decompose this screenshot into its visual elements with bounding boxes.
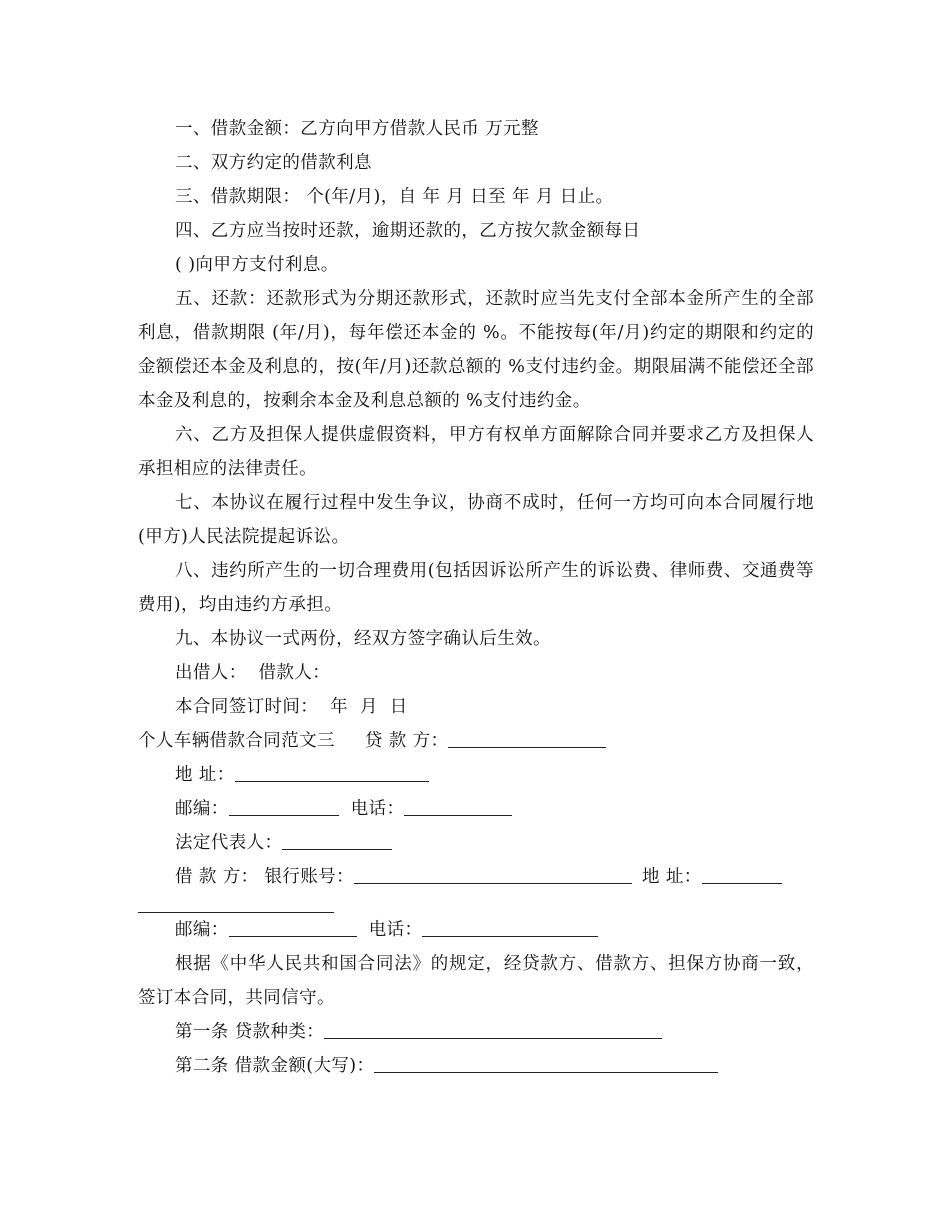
postcode-blank: [229, 795, 339, 816]
template-heading: 个人车辆借款合同范文三: [138, 731, 335, 751]
clause-9: 九、本协议一式两份，经双方签字确认后生效。: [175, 629, 551, 649]
contract-preamble: 根据《中华人民共和国合同法》的规定，经贷款方、借款方、担保方协商一致，签订本合同，共同信守。: [138, 954, 814, 1008]
lender-blank: [448, 727, 606, 748]
bank-account-label: 银行账号：: [264, 867, 355, 887]
article-1-blank: [324, 1018, 662, 1039]
borrower-address-label: 地 址：: [642, 867, 702, 887]
postcode-phone-row: [138, 792, 814, 826]
clause-8: 八、违约所产生的一切合理费用(包括因诉讼所产生的诉讼费、律师费、交通费等费用)，均由违约方承担。: [138, 561, 814, 615]
bank-account-blank: [354, 863, 632, 884]
address-row: [138, 758, 814, 792]
borrower-label: 借 款 方：: [175, 867, 259, 887]
borrower-postcode-phone-row: [138, 913, 814, 947]
borrower-postcode-label: 邮编：: [175, 920, 229, 940]
article-1-label: 第一条 贷款种类：: [175, 1022, 325, 1042]
borrower-address-blank: [702, 863, 782, 884]
clause-6: 六、乙方及担保人提供虚假资料，甲方有权单方面解除合同并要求乙方及担保人承担相应的法律责任。: [138, 425, 814, 479]
address-blank: [235, 761, 429, 782]
legal-rep-label: 法定代表人：: [175, 833, 283, 853]
template-heading-row: [138, 724, 814, 758]
document-body: [138, 112, 814, 1083]
borrower-phone-blank: [422, 916, 598, 937]
legal-rep-blank: [282, 829, 392, 850]
postcode-label: 邮编：: [175, 799, 229, 819]
article-1-row: [138, 1015, 814, 1049]
signature-date: 本合同签订时间： 年 月 日: [175, 697, 408, 717]
borrower-phone-label: 电话：: [368, 920, 423, 940]
phone-blank: [404, 795, 512, 816]
borrower-row: [138, 860, 814, 894]
clause-4: 四、乙方应当按时还款，逾期还款的，乙方按欠款金额每日: [175, 221, 641, 241]
article-2-blank: [374, 1052, 718, 1073]
clause-3: 三、借款期限： 个(年/月)，自 年 月 日至 年 月 日止。: [175, 187, 614, 207]
clause-2: 二、双方约定的借款利息: [175, 153, 372, 173]
address-label: 地 址：: [175, 765, 235, 785]
clause-5: 五、还款：还款形式为分期还款形式，还款时应当先支付全部本金所产生的全部利息，借款期限 (年/月)，每年偿还本金的 %。不能按每(年/月)约定的期限和约定的金额偿还本金及利息的，按(年/月)还款总额的 %支付违约金。期限届满不能偿还全部本金及利息的，按剩余本金及利息总额的 %支付违约金。: [138, 289, 814, 411]
signature-parties: 出借人： 借款人：: [175, 663, 331, 683]
clause-7: 七、本协议在履行过程中发生争议，协商不成时，任何一方均可向本合同履行地(甲方)人民法院提起诉讼。: [138, 493, 814, 547]
lender-label: 贷 款 方：: [364, 731, 449, 751]
legal-rep-row: [138, 826, 814, 860]
borrower-postcode-blank: [229, 916, 357, 937]
phone-label: 电话：: [350, 799, 405, 819]
borrower-address-continued-blank: [138, 894, 334, 913]
clause-1: 一、借款金额：乙方向甲方借款人民币 万元整: [175, 119, 539, 139]
article-2-label: 第二条 借款金额(大写)：: [175, 1056, 375, 1076]
clause-4-continued: ( )向甲方支付利息。: [175, 255, 339, 275]
article-2-row: [138, 1049, 814, 1083]
